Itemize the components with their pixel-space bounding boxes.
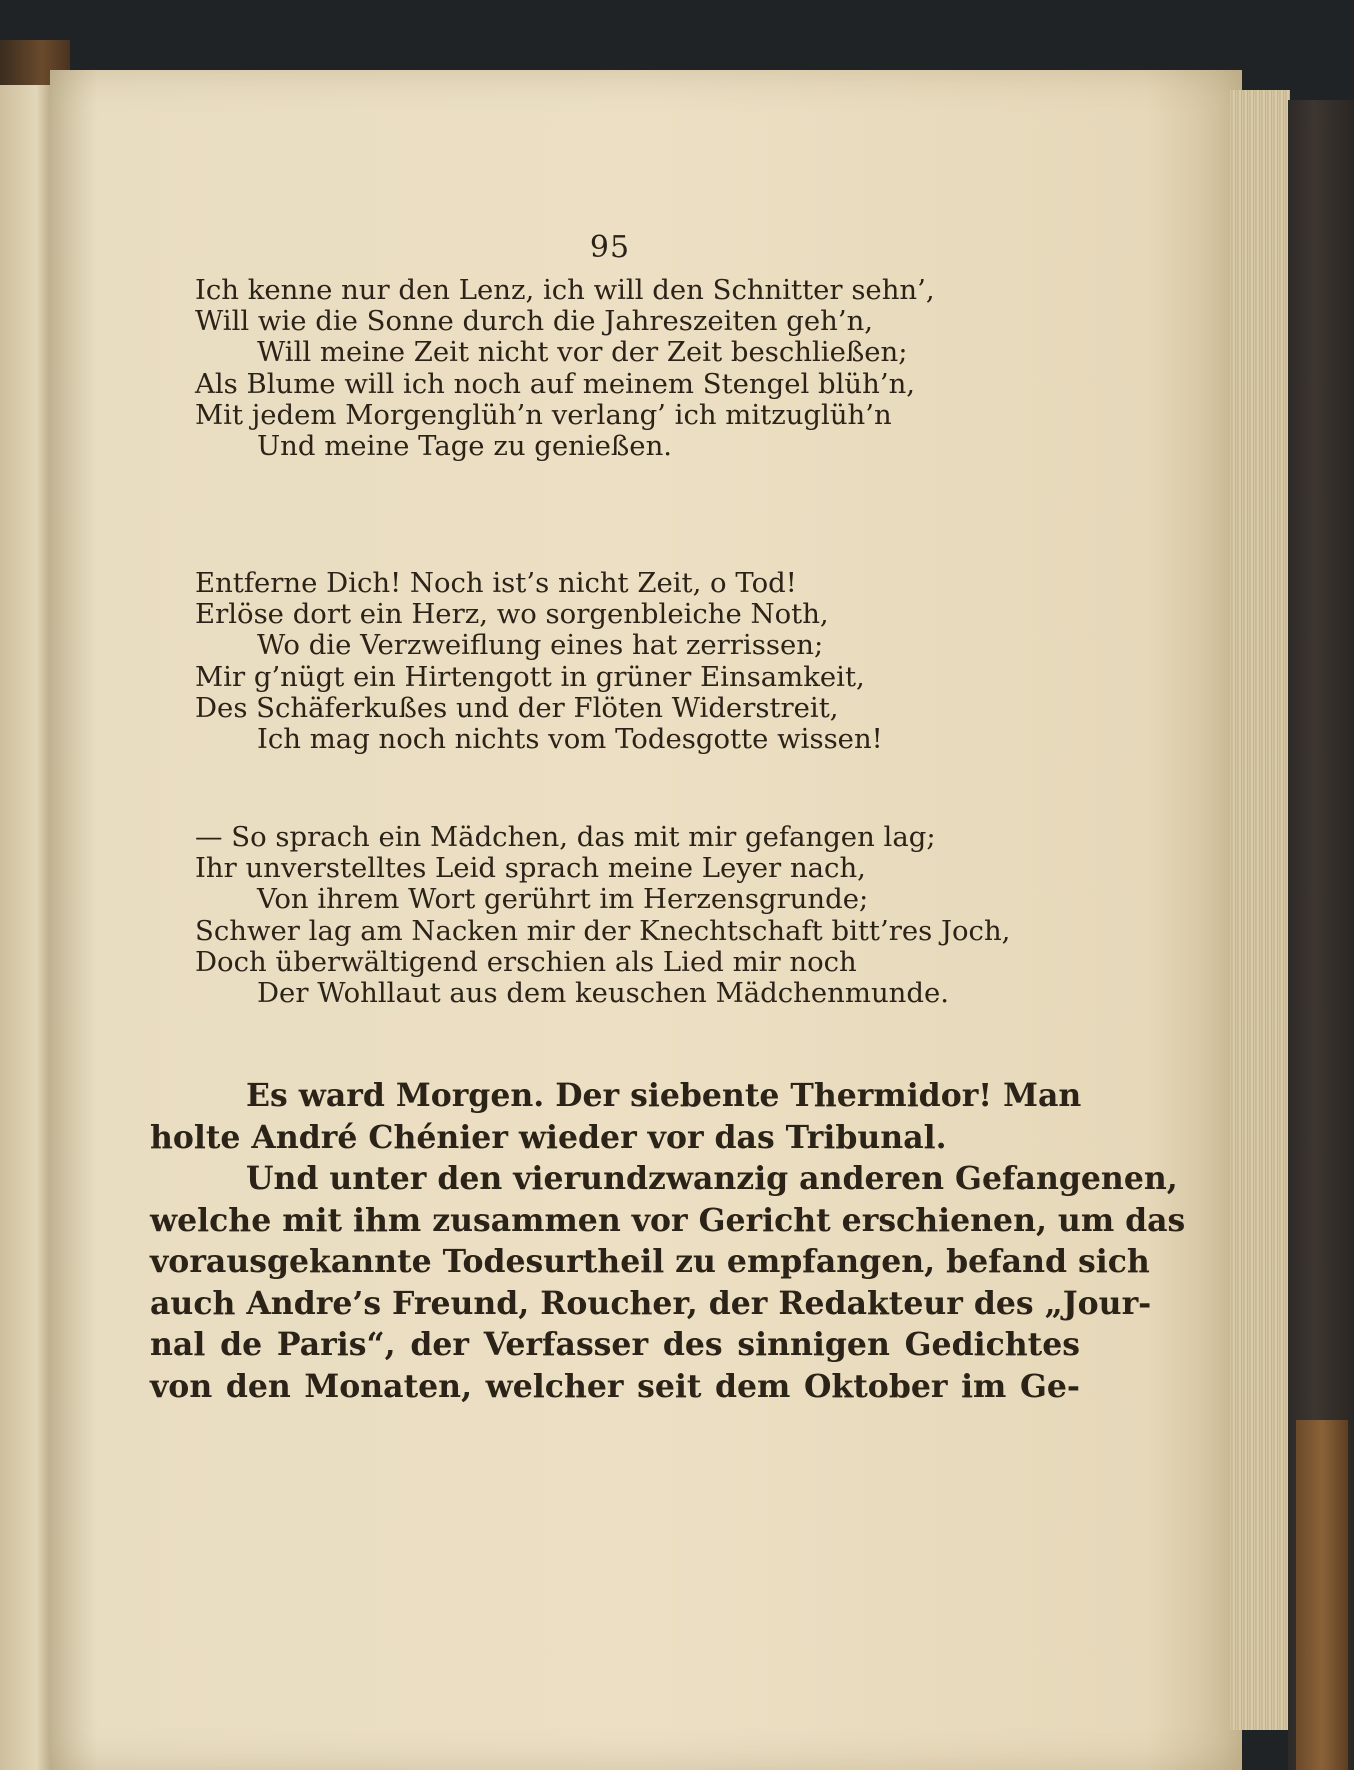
poem-line: Ich kenne nur den Lenz, ich will den Schnitter sehn’, xyxy=(195,274,935,306)
poem-line: Und meine Tage zu genießen. xyxy=(257,430,673,463)
poem-stanza-1 xyxy=(195,275,1075,462)
poem-line: Erlöse dort ein Herz, wo sorgenbleiche Noth, xyxy=(195,598,829,631)
poem-line: Entferne Dich! Noch ist’s nicht Zeit, o Tod! xyxy=(195,567,797,599)
prose-line: vorausgekannte Todesurtheil zu empfangen, befand sich xyxy=(150,1243,1150,1280)
poem-line: Ihr unverstelltes Leid sprach meine Leyer nach, xyxy=(195,852,866,885)
prose-line: holte André Chénier wieder vor das Tribunal. xyxy=(150,1118,947,1156)
poem-line: Des Schäferkußes und der Flöten Widerstreit, xyxy=(195,691,839,724)
prose-line: nal de Paris“, der Verfasser des sinnigen Gedichtes xyxy=(150,1326,1080,1363)
poem-stanza-3 xyxy=(195,822,1075,1009)
poem-line: Als Blume will ich noch auf meinem Stengel blüh’n, xyxy=(195,367,916,400)
poem-line: Wo die Verzweiflung eines hat zerrissen; xyxy=(257,629,824,662)
cover-corner xyxy=(1296,1420,1348,1770)
poem-line: Von ihrem Wort gerührt im Herzensgrunde; xyxy=(257,883,869,916)
book-cover-right xyxy=(1288,100,1354,1770)
prose-line: Es ward Morgen. Der siebente Thermidor! Man xyxy=(246,1077,1082,1114)
poem-line: Ich mag noch nichts vom Todesgotte wissen! xyxy=(257,723,883,756)
page-edges xyxy=(1230,90,1290,1730)
poem-stanza-2 xyxy=(195,568,1075,755)
poem-line: Mir g’nügt ein Hirtengott in grüner Einsamkeit, xyxy=(195,660,865,693)
poem-line: Schwer lag am Nacken mir der Knechtschaft bitt’res Joch, xyxy=(195,914,1011,947)
poem-line: Will wie die Sonne durch die Jahreszeiten geh’n, xyxy=(195,305,874,338)
left-page-edge xyxy=(0,85,52,1770)
prose-line: Und unter den vierundzwanzig anderen Gefangenen, xyxy=(246,1160,1178,1197)
prose-line: von den Monaten, welcher seit dem Oktober im Ge- xyxy=(150,1367,1080,1405)
poem-line: Doch überwältigend erschien als Lied mir noch xyxy=(195,945,857,978)
page-number: 95 xyxy=(589,230,631,265)
poem-line: Der Wohllaut aus dem keuschen Mädchenmunde. xyxy=(257,977,949,1010)
prose-line: welche mit ihm zusammen vor Gericht erschienen, um das xyxy=(150,1201,1186,1239)
prose-paragraphs xyxy=(150,1075,1186,1407)
poem-line: — So sprach ein Mädchen, das mit mir gefangen lag; xyxy=(195,821,936,853)
poem-line: Will meine Zeit nicht vor der Zeit beschließen; xyxy=(257,336,908,369)
prose-line: auch Andre’s Freund, Roucher, der Redakteur des „Jour- xyxy=(150,1284,1152,1322)
poem-line: Mit jedem Morgenglüh’n verlang’ ich mitzuglüh’n xyxy=(195,398,892,431)
